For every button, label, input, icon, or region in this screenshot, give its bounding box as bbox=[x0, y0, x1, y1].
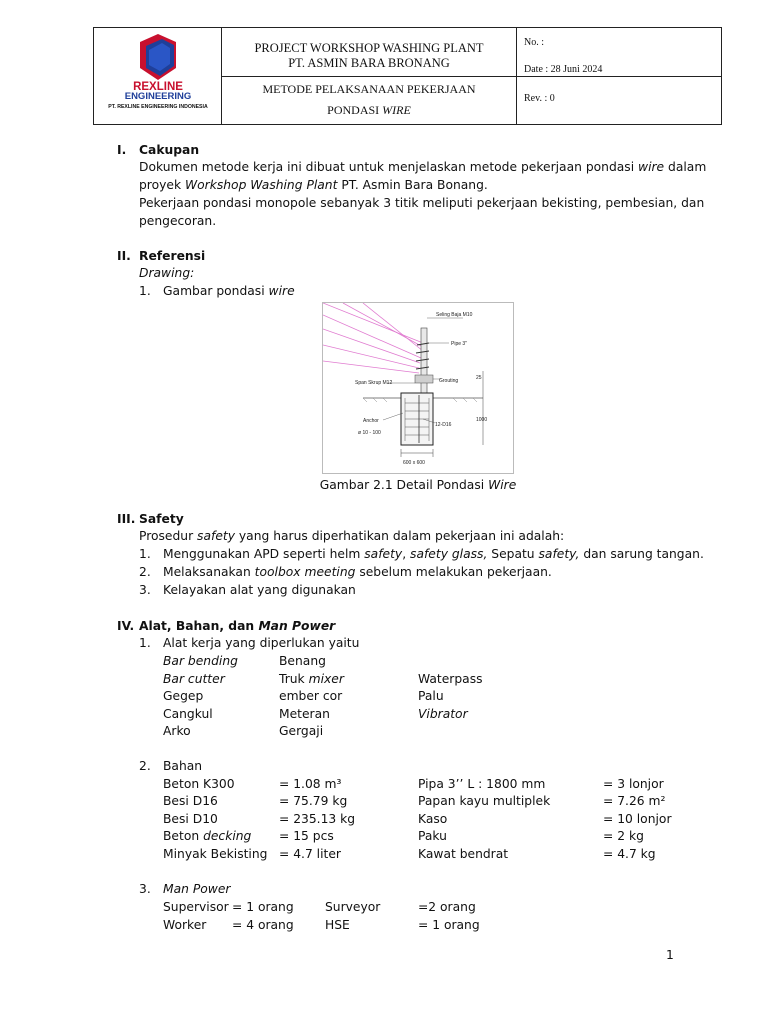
tools-number: 1. bbox=[139, 636, 151, 650]
bahan-title: Bahan bbox=[163, 759, 203, 773]
tool-item: ember cor bbox=[279, 689, 343, 703]
bahan-left-qty: = 4.7 liter bbox=[279, 847, 341, 861]
label-rebar-d16: 12-D16 bbox=[435, 422, 452, 428]
section-3-number: III. bbox=[117, 512, 136, 526]
tool-item: Truk mixer bbox=[279, 672, 344, 686]
method-title: METODE PELAKSANAAN PEKERJAAN PONDASI WIRE bbox=[262, 82, 476, 117]
bahan-right-qty: = 10 lonjor bbox=[603, 812, 672, 826]
label-dim-1000: 1000 bbox=[476, 417, 488, 423]
safety-item-number: 3. bbox=[139, 583, 151, 597]
safety-intro: Prosedur safety yang harus diperhatikan dalam pekerjaan ini adalah: bbox=[139, 529, 565, 543]
bahan-left-qty: = 1.08 m³ bbox=[279, 777, 342, 791]
doc-date: Date : 28 Juni 2024 bbox=[524, 64, 603, 75]
foundation-detail-diagram bbox=[323, 303, 513, 473]
rexline-shield-icon bbox=[94, 28, 222, 88]
page-number: 1 bbox=[666, 948, 674, 962]
tool-item: Bar bending bbox=[163, 654, 238, 668]
wire-foundation-drawing bbox=[322, 302, 514, 474]
section-4-number: IV. bbox=[117, 619, 135, 633]
section-1-para1-line1: Dokumen metode kerja ini dibuat untuk menjelaskan metode pekerjaan pondasi wire dalam bbox=[139, 160, 707, 174]
section-1-para2-line2: pengecoran. bbox=[139, 214, 217, 228]
section-1-title: Cakupan bbox=[139, 143, 200, 157]
label-anchor: Anchor bbox=[363, 418, 379, 424]
section-2-title: Referensi bbox=[139, 249, 206, 263]
section-1-para2-line1: Pekerjaan pondasi monopole sebanyak 3 titik meliputi pekerjaan bekisting, pembesian, dan bbox=[139, 196, 705, 210]
bahan-right-qty: = 4.7 kg bbox=[603, 847, 656, 861]
bahan-right-name: Kaso bbox=[418, 812, 448, 826]
label-grouting: Grouting bbox=[439, 378, 459, 384]
label-dim-base: 600 x 600 bbox=[403, 460, 425, 466]
figure-caption: Gambar 2.1 Detail Pondasi Wire bbox=[319, 478, 517, 492]
tool-item: Palu bbox=[418, 689, 444, 703]
tool-item: Arko bbox=[163, 724, 191, 738]
tools-title: Alat kerja yang diperlukan yaitu bbox=[163, 636, 360, 650]
section-1-number: I. bbox=[117, 143, 127, 157]
drawing-item-number: 1. bbox=[139, 284, 151, 298]
label-rebar-d10: ø 10 - 100 bbox=[358, 430, 381, 436]
bahan-right-name: Paku bbox=[418, 829, 447, 843]
tool-item: Cangkul bbox=[163, 707, 213, 721]
bahan-left-qty: = 235.13 kg bbox=[279, 812, 356, 826]
manpower-number: 3. bbox=[139, 882, 151, 896]
tool-item: Vibrator bbox=[418, 707, 468, 721]
bahan-left-name: Beton K300 bbox=[163, 777, 235, 791]
bahan-right-name: Pipa 3’’ L : 1800 mm bbox=[418, 777, 546, 791]
doc-revision: Rev. : 0 bbox=[524, 93, 555, 104]
section-1-para1-line2: proyek Workshop Washing Plant PT. Asmin Bara Bonang. bbox=[139, 178, 488, 192]
manpower-qty: =2 orang bbox=[418, 900, 476, 914]
tool-item: Gergaji bbox=[279, 724, 324, 738]
safety-item-3: Kelayakan alat yang digunakan bbox=[163, 583, 356, 597]
bahan-left-name: Besi D16 bbox=[163, 794, 218, 808]
manpower-role: HSE bbox=[325, 918, 350, 932]
document-header-table bbox=[93, 27, 722, 125]
safety-item-2: Melaksanakan toolbox meeting sebelum melakukan pekerjaan. bbox=[163, 565, 552, 579]
manpower-qty: = 1 orang bbox=[418, 918, 480, 932]
bahan-right-name: Kawat bendrat bbox=[418, 847, 509, 861]
drawing-label: Drawing: bbox=[139, 266, 195, 280]
manpower-title: Man Power bbox=[163, 882, 231, 896]
bahan-right-qty: = 3 lonjor bbox=[603, 777, 664, 791]
bahan-left-name: Beton decking bbox=[163, 829, 252, 843]
label-pipe: Pipe 3" bbox=[451, 341, 467, 347]
tool-item: Waterpass bbox=[418, 672, 483, 686]
bahan-left-name: Minyak Bekisting bbox=[163, 847, 268, 861]
manpower-role: Worker bbox=[163, 918, 207, 932]
bahan-left-name: Besi D10 bbox=[163, 812, 218, 826]
bahan-left-qty: = 75.79 kg bbox=[279, 794, 348, 808]
bahan-right-name: Papan kayu multiplek bbox=[418, 794, 551, 808]
label-span: Span Skrup M12 bbox=[355, 380, 393, 386]
section-4-title: Alat, Bahan, dan Man Power bbox=[139, 619, 336, 633]
bahan-left-qty: = 15 pcs bbox=[279, 829, 334, 843]
safety-item-1: Menggunakan APD seperti helm safety, safety glass, Sepatu safety, dan sarung tangan. bbox=[163, 547, 704, 561]
logo-company: PT. REXLINE ENGINEERING INDONESIA bbox=[108, 104, 208, 110]
section-2-number: II. bbox=[117, 249, 131, 263]
drawing-item-label: Gambar pondasi wire bbox=[163, 284, 295, 298]
bahan-number: 2. bbox=[139, 759, 151, 773]
project-title: PROJECT WORKSHOP WASHING PLANT PT. ASMIN BARA BRONANG bbox=[254, 41, 484, 70]
manpower-qty: = 1 orang bbox=[232, 900, 294, 914]
label-seling: Seling Baja M10 bbox=[436, 312, 473, 318]
tool-item: Meteran bbox=[279, 707, 330, 721]
manpower-role: Surveyor bbox=[325, 900, 381, 914]
bahan-right-qty: = 2 kg bbox=[603, 829, 644, 843]
safety-item-number: 1. bbox=[139, 547, 151, 561]
label-dim-25: 25 bbox=[476, 375, 482, 381]
logo-name-line2: ENGINEERING bbox=[124, 91, 192, 102]
tool-item: Benang bbox=[279, 654, 326, 668]
logo-name-line1: REXLINE bbox=[133, 81, 183, 93]
section-3-title: Safety bbox=[139, 512, 184, 526]
safety-item-number: 2. bbox=[139, 565, 151, 579]
doc-number: No. : bbox=[524, 37, 544, 48]
tool-item: Gegep bbox=[163, 689, 204, 703]
tool-item: Bar cutter bbox=[163, 672, 225, 686]
bahan-right-qty: = 7.26 m² bbox=[603, 794, 666, 808]
manpower-role: Supervisor bbox=[163, 900, 229, 914]
manpower-qty: = 4 orang bbox=[232, 918, 294, 932]
